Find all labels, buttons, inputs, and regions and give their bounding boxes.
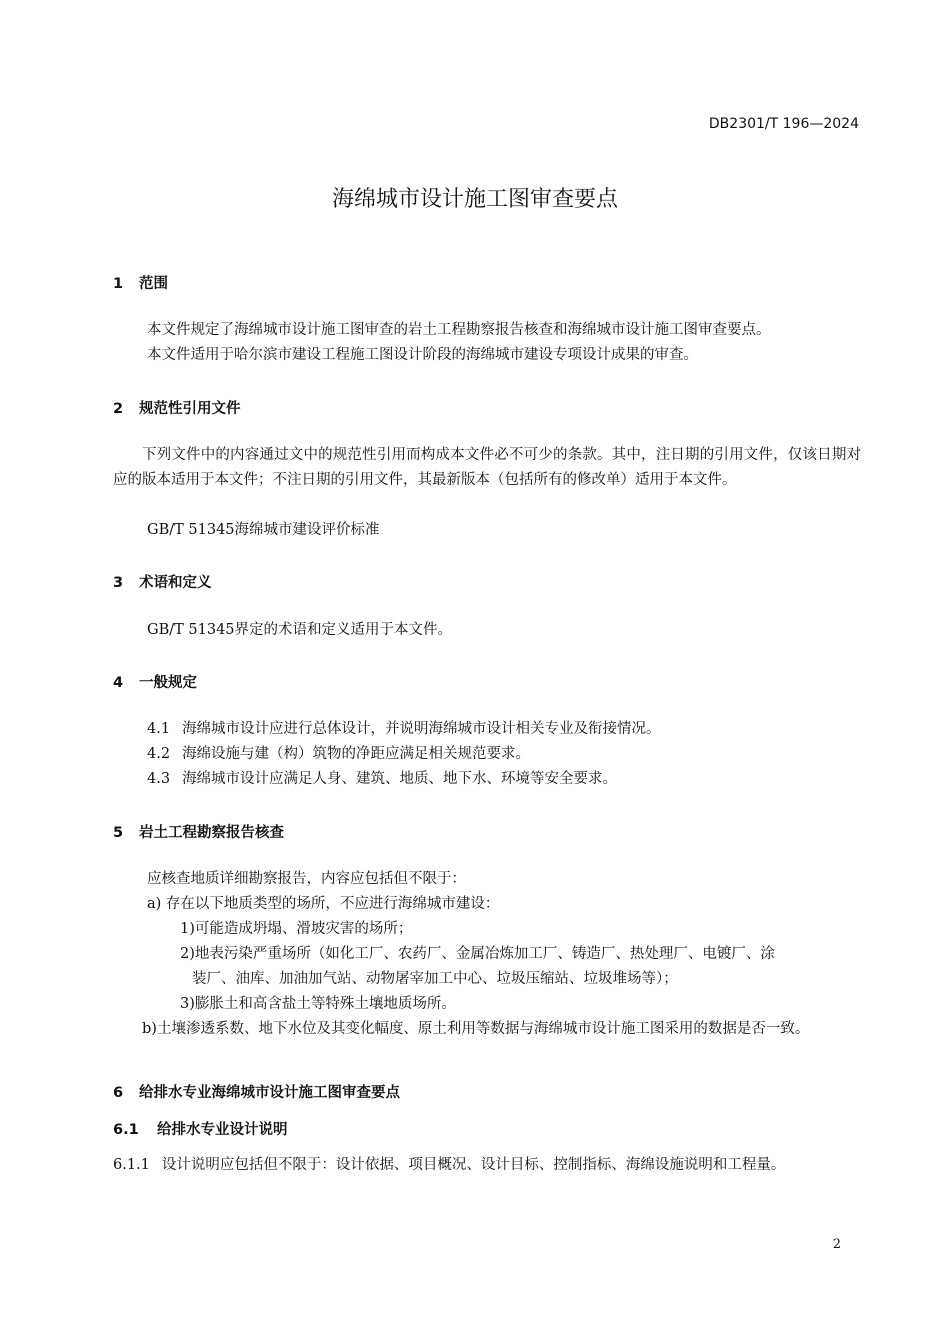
paragraph: 应核查地质详细勘察报告，内容应包括但不限于： xyxy=(147,871,466,887)
section-number: 4 xyxy=(113,675,124,691)
clause-4-3 xyxy=(147,767,617,792)
subsection-number: 6.1 xyxy=(113,1122,139,1138)
paragraph: 本文件规定了海绵城市设计施工图审查的岩土工程勘察报告核查和海绵城市设计施工图审查要点。 xyxy=(147,322,771,338)
paragraph: GB/T 51345界定的术语和定义适用于本文件。 xyxy=(147,622,453,638)
section-1-heading xyxy=(113,272,168,293)
list-item-b: b)土壤渗透系数、地下水位及其变化幅度、原土利用等数据与海绵城市设计施工图采用的数据是否一致。 xyxy=(142,1021,810,1037)
clause-text: 海绵设施与建（构）筑物的净距应满足相关规范要求。 xyxy=(182,746,531,762)
clause-text: 海绵城市设计应满足人身、建筑、地质、地下水、环境等安全要求。 xyxy=(182,771,618,787)
section-number: 1 xyxy=(113,276,124,292)
subsection-6-1-heading xyxy=(113,1118,288,1139)
paragraph: 本文件适用于哈尔滨市建设工程施工图设计阶段的海绵城市建设专项设计成果的审查。 xyxy=(147,347,698,363)
paragraph: 下列文件中的内容通过文中的规范性引用而构成本文件必不可少的条款。其中，注日期的引用文件，仅该日期对应的版本适用于本文件；不注日期的引用文件，其最新版本（包括所有的修改单）适用于本文件。 xyxy=(113,447,861,488)
section-title: 术语和定义 xyxy=(139,575,212,591)
clause-number: 4.3 xyxy=(147,771,171,787)
section-4-heading xyxy=(113,671,197,692)
section-2-heading xyxy=(113,397,241,418)
section-number: 3 xyxy=(113,575,124,591)
section-title: 范围 xyxy=(139,276,168,292)
section-number: 5 xyxy=(113,825,124,841)
clause-number: 6.1.1 xyxy=(113,1157,150,1173)
section-number: 2 xyxy=(113,401,124,417)
document-title: 海绵城市设计施工图审查要点 xyxy=(331,187,618,212)
section-number: 6 xyxy=(113,1085,124,1101)
clause-text: 设计说明应包括但不限于：设计依据、项目概况、设计目标、控制指标、海绵设施说明和工程量。 xyxy=(161,1157,786,1173)
subsection-title: 给排水专业设计说明 xyxy=(157,1122,288,1138)
section-title: 一般规定 xyxy=(139,675,197,691)
list-item-a: a) 存在以下地质类型的场所，不应进行海绵城市建设： xyxy=(147,896,500,912)
section-title: 规范性引用文件 xyxy=(139,401,241,417)
section-5-heading xyxy=(113,821,284,842)
section-3-heading xyxy=(113,571,212,592)
reference-item: GB/T 51345海绵城市建设评价标准 xyxy=(147,522,380,538)
list-subitem-3: 3)膨胀土和高含盐土等特殊土壤地质场所。 xyxy=(180,996,456,1012)
clause-number: 4.1 xyxy=(147,721,171,737)
section-title: 岩土工程勘察报告核查 xyxy=(139,825,284,841)
standard-number: DB2301/T 196—2024 xyxy=(708,116,859,132)
clause-4-2 xyxy=(147,742,530,767)
clause-number: 4.2 xyxy=(147,746,171,762)
section-6-heading xyxy=(113,1081,400,1102)
list-subitem-2-continued: 装厂、油库、加油加气站、动物屠宰加工中心、垃圾压缩站、垃圾堆场等）； xyxy=(192,971,678,987)
page-number: 2 xyxy=(832,1237,841,1252)
list-subitem-2: 2)地表污染严重场所（如化工厂、农药厂、金属冶炼加工厂、铸造厂、热处理厂、电镀厂、涂 xyxy=(180,946,775,962)
list-subitem-1: 1)可能造成坍塌、滑坡灾害的场所； xyxy=(180,921,413,937)
clause-6-1-1 xyxy=(113,1153,861,1178)
clause-4-1 xyxy=(147,717,661,742)
section-title: 给排水专业海绵城市设计施工图审查要点 xyxy=(139,1085,400,1101)
clause-text: 海绵城市设计应进行总体设计，并说明海绵城市设计相关专业及衔接情况。 xyxy=(182,721,661,737)
